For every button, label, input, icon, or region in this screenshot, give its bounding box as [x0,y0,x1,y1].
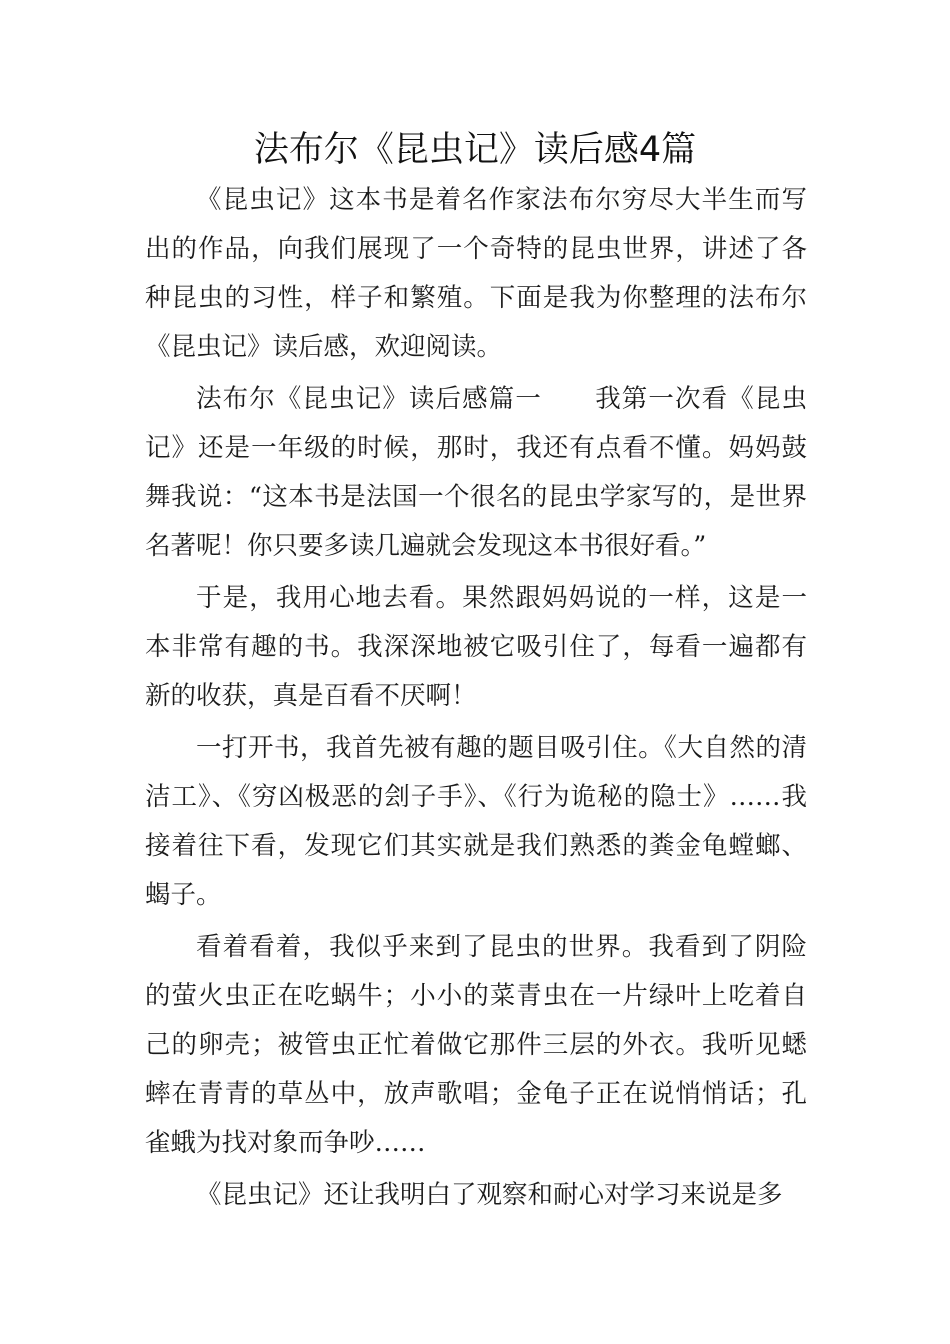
paragraph: 看着看着，我似乎来到了昆虫的世界。我看到了阴险的萤火虫正在吃蜗牛；小小的菜青虫在一片绿叶上吃着自己的卵壳；被管虫正忙着做它那件三层的外衣。我听见蟋蟀在青青的草丛中，放声歌唱；金龟子正在说悄悄话；孔雀蛾为找对象而争吵…… [145,932,807,1158]
paragraph: 《昆虫记》这本书是着名作家法布尔穷尽大半生而写出的作品，向我们展现了一个奇特的昆虫世界，讲述了各种昆虫的习性，样子和繁殖。下面是我为你整理的法布尔《昆虫记》读后感，欢迎阅读。 [145,185,807,362]
paragraph: 一打开书，我首先被有趣的题目吸引住。《大自然的清洁工》、《穷凶极恶的刽子手》、《行为诡秘的隐士》……我接着往下看，发现它们其实就是我们熟悉的粪金龟螳螂、蝎子。 [145,733,807,910]
paragraph: 《昆虫记》还让我明白了观察和耐心对学习来说是多 [196,1180,783,1210]
paragraph: 法布尔《昆虫记》读后感篇一 我第一次看《昆虫记》还是一年级的时候，那时，我还有点看不懂。妈妈鼓舞我说：“这本书是法国一个很名的昆虫学家写的，是世界名著呢！你只要多读几遍就会发现这本书很好看。” [145,384,807,561]
document-body [145,176,807,1223]
paragraph: 于是，我用心地去看。果然跟妈妈说的一样，这是一本非常有趣的书。我深深地被它吸引住了，每看一遍都有新的收获，真是百看不厌啊！ [145,583,807,711]
document-title: 法布尔《昆虫记》读后感4篇 [253,130,697,170]
